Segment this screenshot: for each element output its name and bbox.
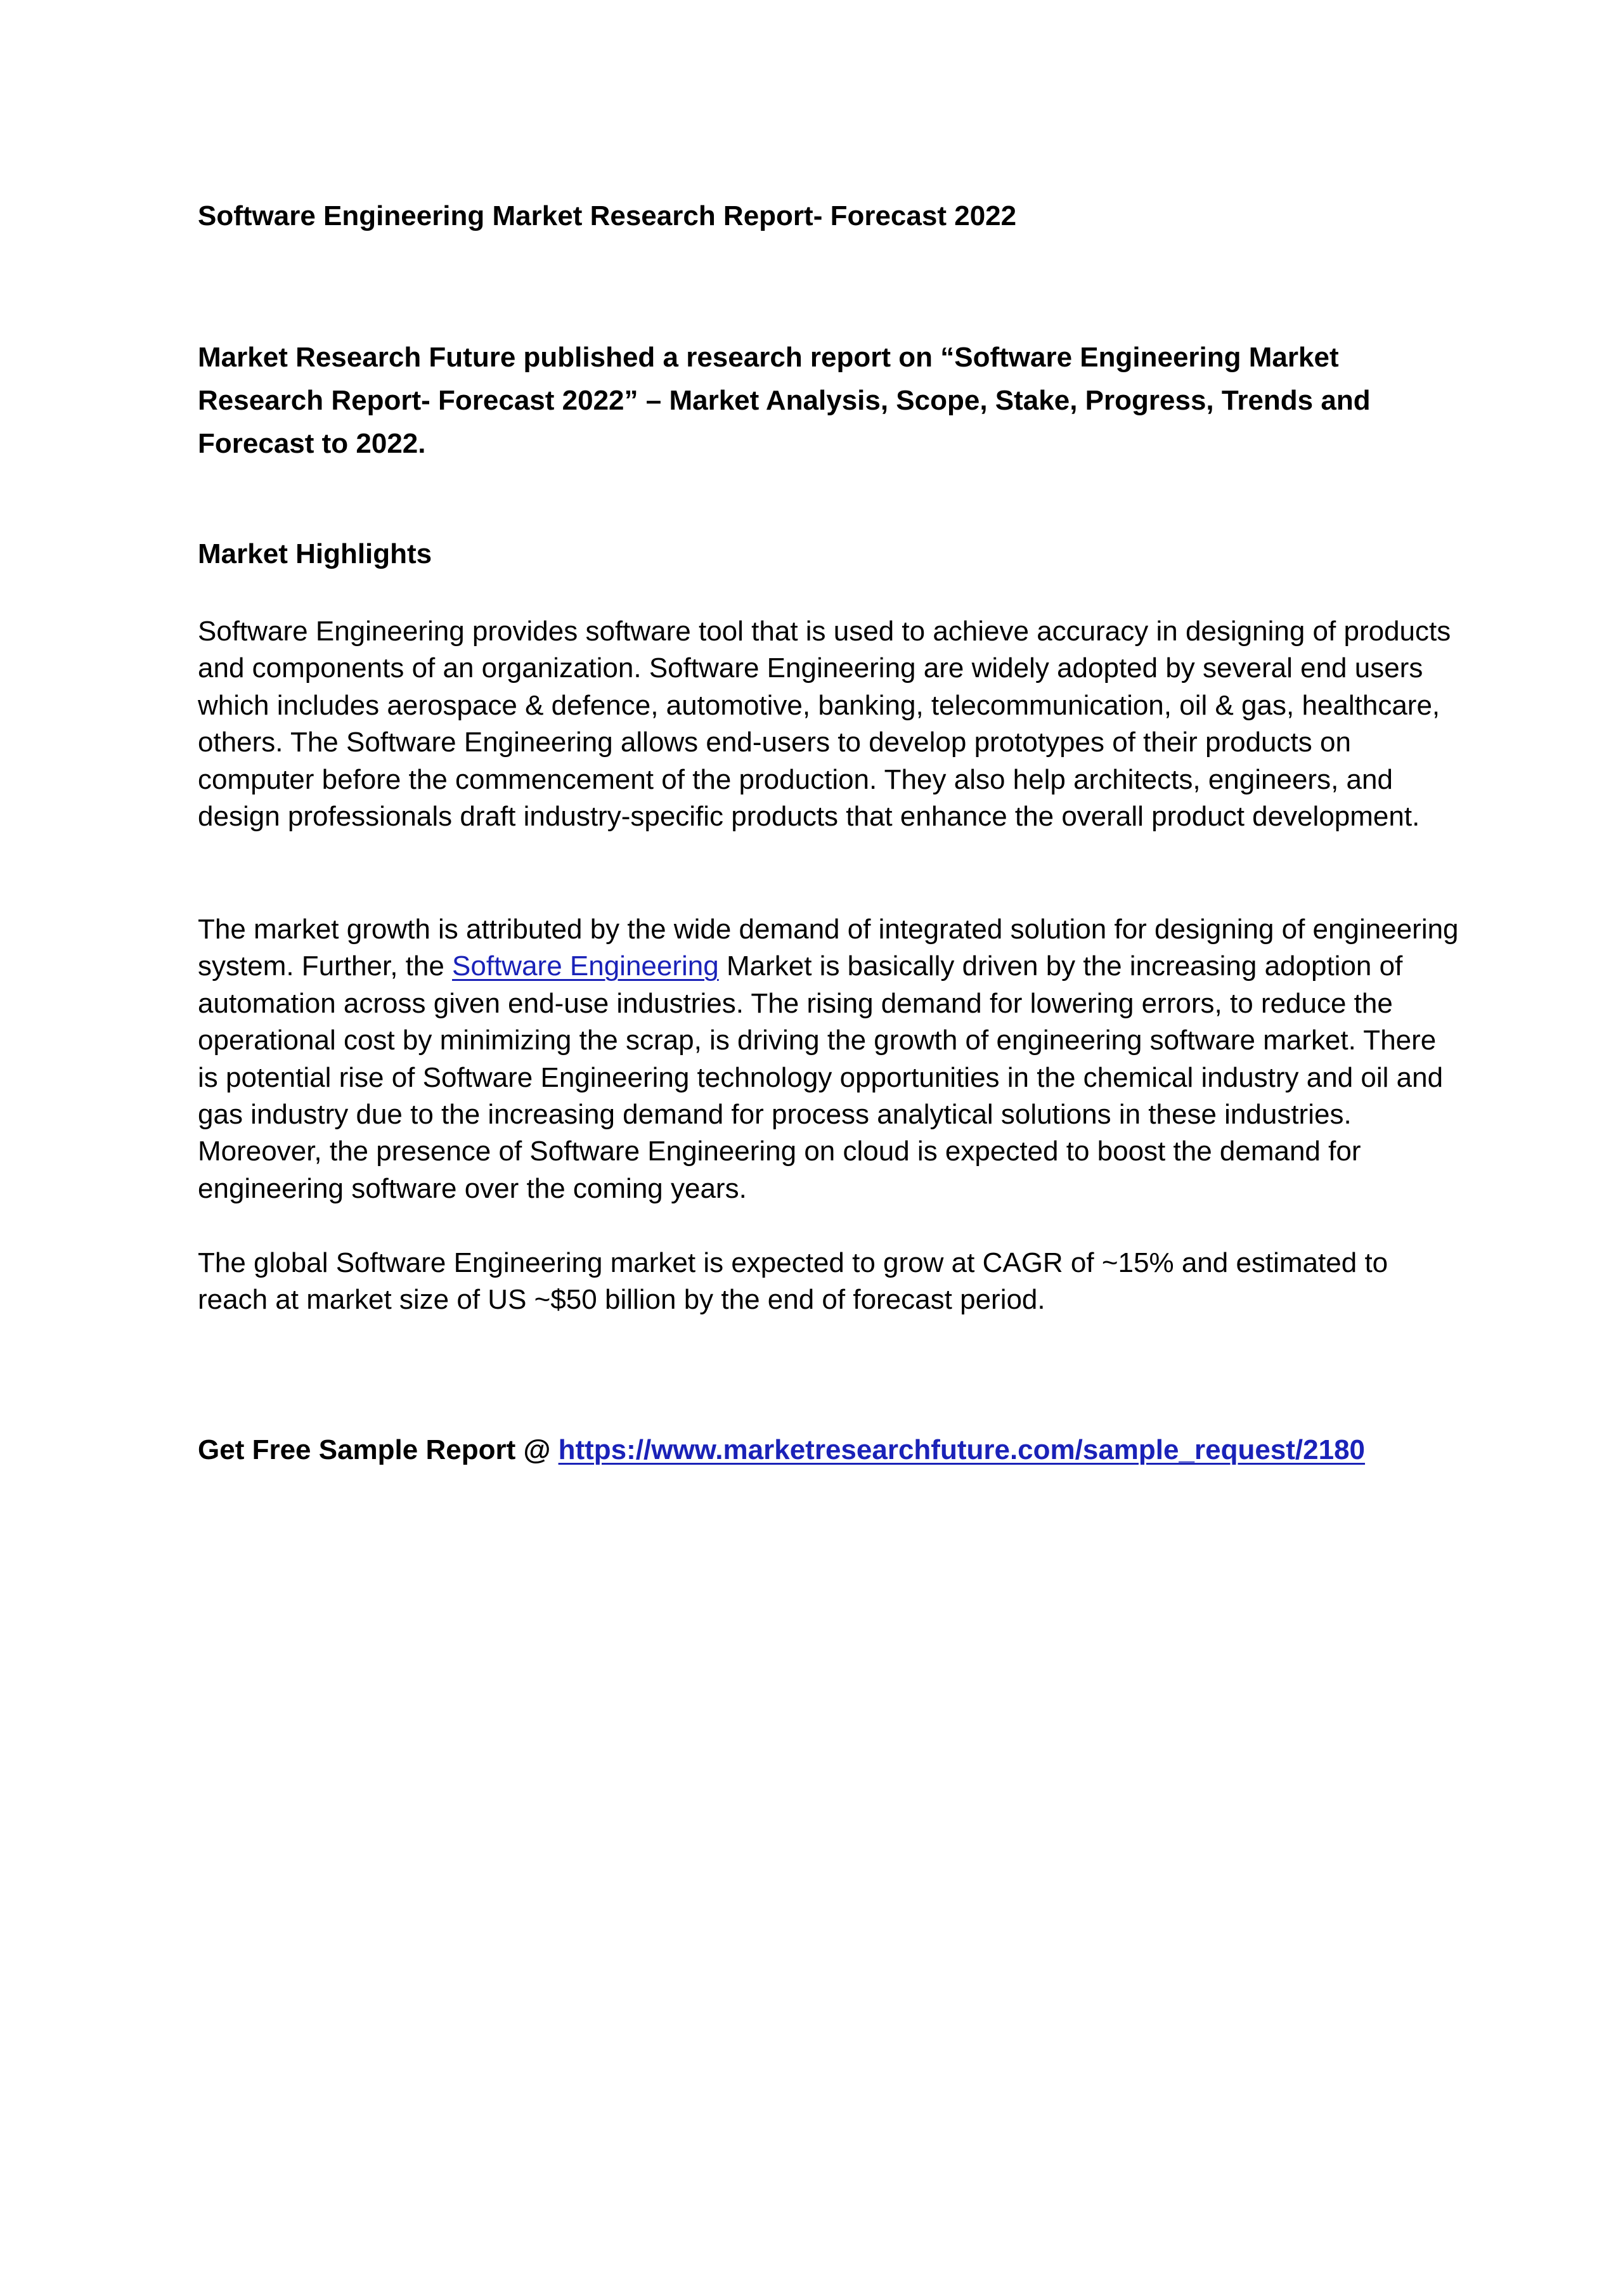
- paragraph-2-text-after: Market is basically driven by the increasing adoption of automation across given end-use industries. The rising demand for lowering errors, to reduce the operational cost by minimizing the scrap, is driving the growth of engineering software market. There is potential rise of Software Engineering technology opportunities in the chemical industry and oil and gas industry due to the increasing demand for process analytical solutions in these industries. Moreover, the presence of Software Engineering on cloud is expected to boost the demand for engineering software over the coming years.: [198, 950, 1444, 1204]
- market-highlights-heading: Market Highlights: [198, 538, 432, 569]
- sample-request-link[interactable]: https://www.marketresearchfuture.com/sample_request/2180: [558, 1434, 1366, 1465]
- sample-report-line: [198, 1432, 1365, 1469]
- software-engineering-link[interactable]: Software Engineering: [452, 950, 719, 982]
- paragraph-2-text-before: The market growth is attributed by the wide demand of integrated solution for designing of engineering system. Further, the: [198, 914, 1459, 982]
- highlights-paragraph-2: [198, 911, 1459, 1207]
- highlights-paragraph-3: The global Software Engineering market is expected to grow at CAGR of ~15% and estimated to reach at market size of US ~$50 billion by the end of forecast period.: [198, 1247, 1388, 1316]
- highlights-paragraph-1: Software Engineering provides software tool that is used to achieve accuracy in designing of products and components of an organization. Software Engineering are widely adopted by several end users which includes aerospace & defence, automotive, banking, telecommunication, oil & gas, healthcare, others. The Software Engineering allows end-users to develop prototypes of their products on computer before the commencement of the production. They also help architects, engineers, and design professionals draft industry-specific products that enhance the overall product development.: [198, 616, 1451, 833]
- intro-paragraph: Market Research Future published a research report on “Software Engineering Market Research Report- Forecast 2022” – Market Analysis, Scope, Stake, Progress, Trends and Forecast to 2022.: [198, 342, 1371, 459]
- sample-report-label: Get Free Sample Report @: [198, 1434, 559, 1465]
- document-title: Software Engineering Market Research Report- Forecast 2022: [198, 200, 1017, 231]
